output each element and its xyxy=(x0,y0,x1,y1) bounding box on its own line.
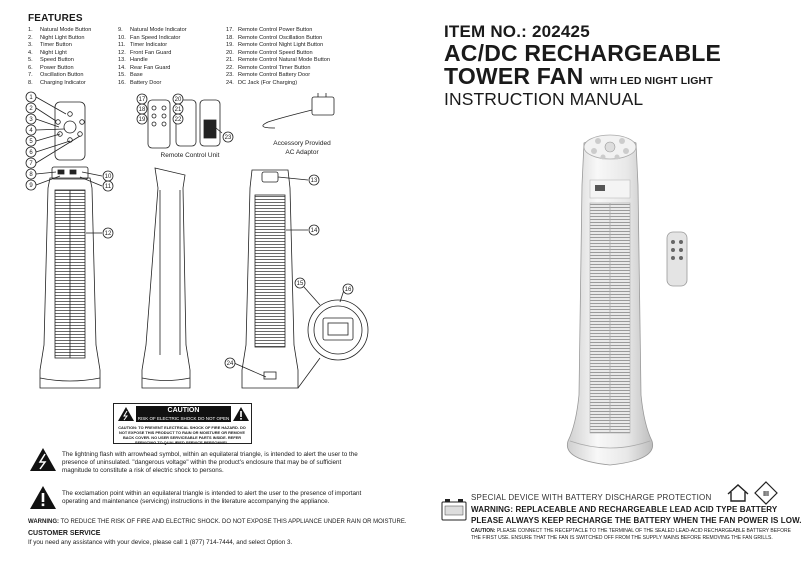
callout-6 xyxy=(26,147,36,157)
battery-icon xyxy=(441,497,467,521)
caution-box-subtitle: RISK OF ELECTRIC SHOCK DO NOT OPEN xyxy=(137,416,230,421)
features-title: FEATURES xyxy=(28,13,83,24)
svg-text:17: 17 xyxy=(138,97,146,103)
svg-text:20: 20 xyxy=(174,97,182,103)
features-column-1: 1. Natural Mode Button 2. Night Light Button 3. Timer Button 4. Night Light 5. Speed Button 6. Power Button 7. Oscillation Button 8. Charging Indicator xyxy=(28,27,92,86)
fan-side-drawing xyxy=(142,168,190,388)
callout-9 xyxy=(26,180,36,190)
svg-text:8: 8 xyxy=(29,172,33,178)
callout-2 xyxy=(26,103,36,113)
caution-box-title: CAUTION xyxy=(136,406,231,415)
parts-diagram xyxy=(0,0,404,400)
features-column-3: 17. Remote Control Power Button 18. Remote Control Oscillation Button 19. Remote Control Night Light Button 20. Remote Control Speed Button 21. Remote Control Natural Mode Button 22. Remote Control Timer Button 23. Remote Control Battery Door 24. DC Jack (For Charging) xyxy=(226,27,331,86)
battery-warning-2: PLEASE ALWAYS KEEP RECHARGE THE BATTERY WHEN THE FAN POWER IS LOW. xyxy=(471,516,802,525)
exclamation-symbol-icon xyxy=(29,485,57,510)
svg-text:23: 23 xyxy=(224,135,232,141)
svg-text:19: 19 xyxy=(138,117,146,123)
svg-text:14: 14 xyxy=(310,228,318,234)
item-number: ITEM NO.: 202425 xyxy=(444,22,590,41)
svg-text:10: 10 xyxy=(104,174,112,180)
callout-10 xyxy=(103,171,113,181)
exclamation-notice: The exclamation point within an equilateral triangle is intended to alert the user to the presence of important operating and maintenance (servicing) instructions in the literature accompanying the appliance. xyxy=(62,490,362,505)
callout-17 xyxy=(137,94,147,104)
indoor-use-icon xyxy=(726,483,750,503)
svg-text:16: 16 xyxy=(344,287,352,293)
title-line-1: AC/DC RECHARGEABLE xyxy=(444,40,722,66)
battery-caution-1: CAUTION: PLEASE CONNECT THE RECEPTACLE TO THE TERMINAL OF THE SEALED LEAD-ACID RECHARGEABLE BATTERY BEFORE xyxy=(471,528,791,534)
customer-service-title: CUSTOMER SERVICE xyxy=(28,530,101,537)
instruction-manual-label: INSTRUCTION MANUAL xyxy=(444,89,644,109)
svg-text:5: 5 xyxy=(29,139,33,145)
svg-text:4: 4 xyxy=(29,128,33,134)
callout-16 xyxy=(343,284,353,294)
features-column-2: 9. Natural Mode Indicator 10. Fan Speed Indicator 11. Timer Indicator 12. Front Fan Guard 13. Handle 14. Rear Fan Guard 15. Base 16. Battery Door xyxy=(118,27,187,86)
svg-text:III: III xyxy=(763,491,769,498)
callout-21 xyxy=(173,104,183,114)
callout-12 xyxy=(103,228,113,238)
svg-text:12: 12 xyxy=(104,231,112,237)
caution-label-box xyxy=(113,403,252,444)
callout-4 xyxy=(26,125,36,135)
callout-11 xyxy=(103,181,113,191)
callout-20 xyxy=(173,94,183,104)
callout-15 xyxy=(295,278,305,288)
callout-8 xyxy=(26,169,36,179)
customer-service-text: If you need any assistance with your device, please call 1 (877) 714-7444, and select Option 3. xyxy=(28,539,293,546)
callout-5 xyxy=(26,136,36,146)
svg-text:6: 6 xyxy=(29,150,33,156)
fire-shock-warning: WARNING: TO REDUCE THE RISK OF FIRE AND ELECTRIC SHOCK. DO NOT EXPOSE THIS APPLIANCE UNDER RAIN OR MOISTURE. xyxy=(28,519,407,525)
svg-text:15: 15 xyxy=(296,281,304,287)
adaptor-caption-1: Accessory Provided xyxy=(273,140,331,147)
callout-24 xyxy=(225,358,235,368)
lightning-notice: The lightning flash with arrowhead symbol, within an equilateral triangle, is intended to alert the user to the presence of uninsulated. "dangerous voltage" within the product's enclosure that may be of sufficient magnitude to constitute a risk of electric shock to persons. xyxy=(62,451,358,474)
base-detail-drawing xyxy=(308,300,368,360)
lightning-symbol-icon xyxy=(29,447,57,472)
svg-text:2: 2 xyxy=(29,106,33,112)
svg-text:24: 24 xyxy=(226,361,234,367)
callout-3 xyxy=(26,114,36,124)
lightning-warning-icon xyxy=(117,406,135,422)
svg-text:3: 3 xyxy=(29,117,33,123)
remote-front-drawing xyxy=(148,100,170,148)
callout-7 xyxy=(26,158,36,168)
class-iii-icon xyxy=(754,481,778,505)
battery-caution-2: THE FIRST USE. ENSURE THAT THE FAN IS SWITCHED OFF FROM THE SUPPLY MAINS BEFORE REMOVING THE FAN GRILLS. xyxy=(471,535,773,541)
title-line-2: TOWER FAN WITH LED NIGHT LIGHT xyxy=(444,63,713,89)
svg-text:21: 21 xyxy=(174,107,182,113)
remote-caption: Remote Control Unit xyxy=(160,152,220,159)
exclamation-warning-icon xyxy=(232,406,250,422)
tower-fan-illustration xyxy=(540,125,700,475)
special-device-notice: SPECIAL DEVICE WITH BATTERY DISCHARGE PROTECTION xyxy=(471,493,712,502)
svg-text:11: 11 xyxy=(104,184,112,190)
adaptor-caption-2: AC Adaptor xyxy=(285,149,319,156)
svg-text:13: 13 xyxy=(310,178,318,184)
ac-adaptor-drawing xyxy=(312,97,334,115)
callout-22 xyxy=(173,114,183,124)
svg-text:18: 18 xyxy=(138,107,146,113)
svg-text:22: 22 xyxy=(174,117,182,123)
callout-18 xyxy=(137,104,147,114)
svg-text:9: 9 xyxy=(29,183,33,189)
battery-warning-1: WARNING: REPLACEABLE AND RECHARGEABLE LEAD ACID TYPE BATTERY xyxy=(471,505,778,514)
remote-control-illustration xyxy=(665,230,689,290)
callout-14 xyxy=(309,225,319,235)
svg-text:7: 7 xyxy=(29,161,33,167)
callout-13 xyxy=(309,175,319,185)
callout-1 xyxy=(26,92,36,102)
callout-19 xyxy=(137,114,147,124)
svg-text:1: 1 xyxy=(29,95,33,101)
caution-box-text: CAUTION: TO PREVENT ELECTRICAL SHOCK OF FIRE HAZARD. DO NOT EXPOSE THIS PRODUCT TO RAIN OR MOISTURE OR REMOVE BACK COVER. NO USER SERVICEABLE PARTS INSIDE. REFER SERVICING TO QUALIFIED SERVICE PERSONNEL. xyxy=(118,425,246,445)
callout-23 xyxy=(223,132,233,142)
